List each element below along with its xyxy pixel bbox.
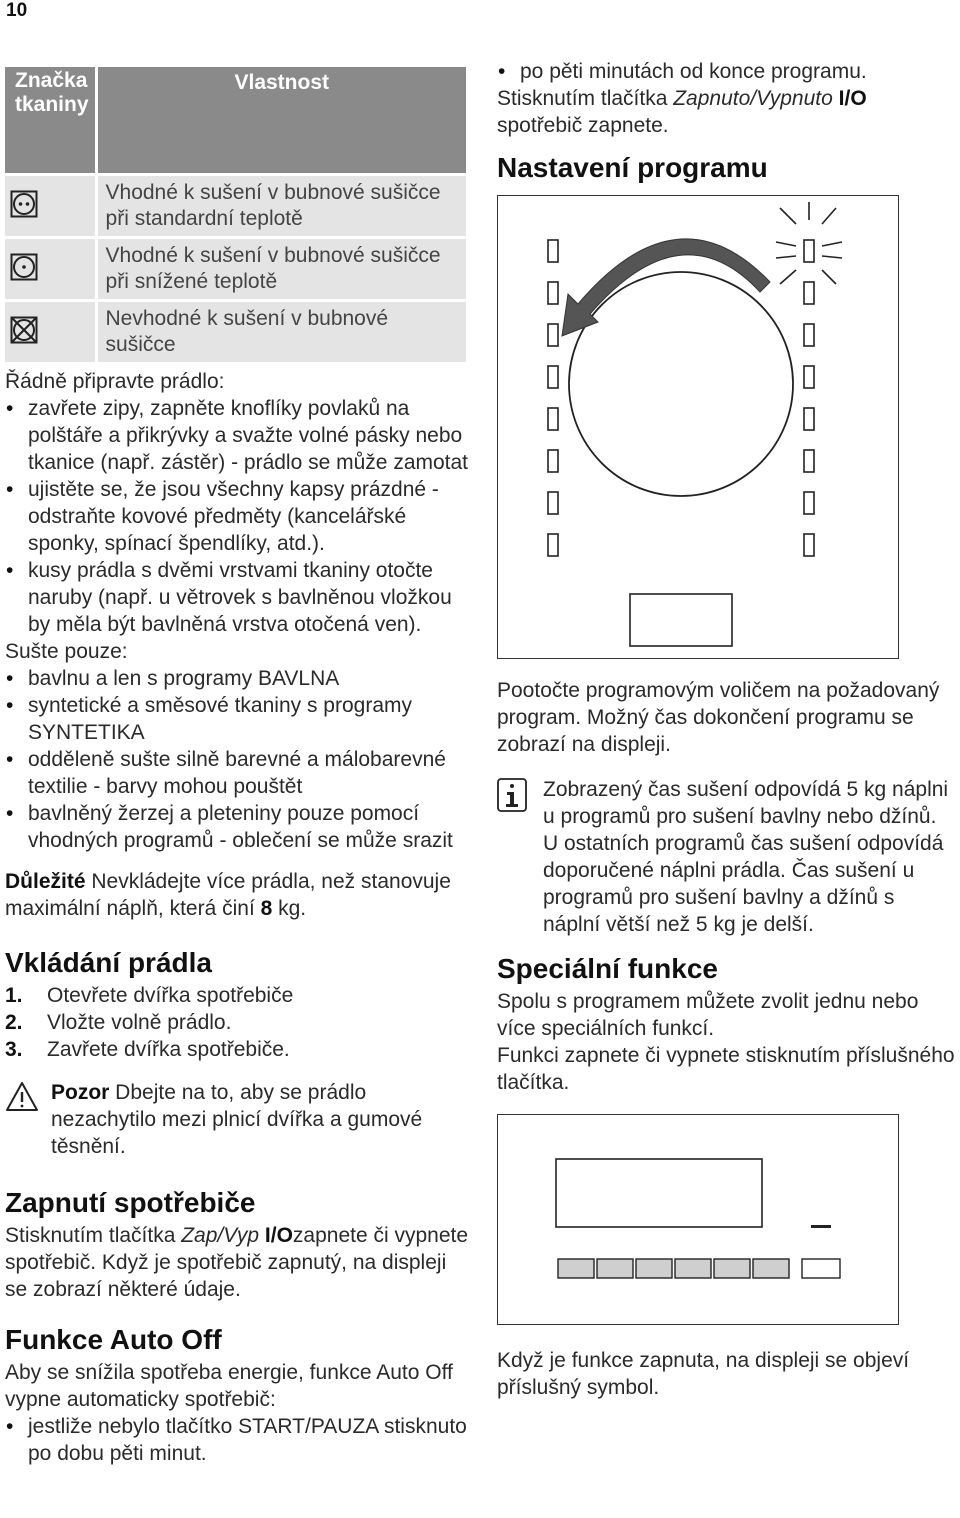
special-heading: Speciální funkce [497,953,718,984]
loading-steps [5,982,470,1063]
onoff-button-symbol: I/O [838,87,867,110]
list-item: 2. Vložte volně prádlo. [5,1011,232,1034]
table-row [5,173,466,236]
special-text-1: Spolu s programem můžete zvolit jednu nebo více speciálních funkcí. [497,990,919,1040]
table-cell-text: Nevhodné k sušení v bubnové sušičce [98,299,466,362]
onoff-button-name: Zapnuto/Vypnuto [673,87,833,110]
table-row [5,299,466,362]
list-item: • bavlněný žerzej a pleteniny pouze pomocí vhodných programů - oblečení se může srazit [5,800,470,854]
power-button-name: Zap/Vyp [181,1224,260,1247]
power-button-symbol: I/O [264,1224,293,1247]
auto-off-tail: Stisknutím tlačítka Zapnuto/Vypnuto I/O spotřebič zapnete. [497,87,867,137]
auto-off-text: Aby se snížila spotřeba energie, funkce Auto Off vypne automaticky spotřebič: [5,1361,453,1411]
table-cell-text: Vhodné k sušení v bubnové sušičce při snížené teplotě [98,236,466,299]
prep-list [5,395,470,638]
control-panel-illustration [498,1115,898,1324]
important-label: Důležité [5,870,86,893]
important-text-2: kg. [272,897,307,920]
list-item: • ujistěte se, že jsou všechny kapsy prázdné - odstraňte kovové předměty (kancelářské sponky, spínací špendlíky, atd.). [5,476,470,557]
control-panel-diagram [497,1114,899,1325]
caution-label: Pozor [51,1081,110,1104]
power-on-heading: Zapnutí spotřebiče [5,1187,256,1218]
power-on-text: Stisknutím tlačítka Zap/Vyp I/Ozapnete či vypnete spotřebič. Když je spotřebič zapnutý, na displeji se zobrazí některé údaje. [5,1224,469,1301]
table-cell-text: Vhodné k sušení v bubnové sušičce při standardní teplotě [98,173,466,236]
list-item: • syntetické a směsové tkaniny s programy SYNTETIKA [5,692,470,746]
tumble-dry-normal-icon [10,190,38,218]
important-text-1: Nevkládejte více prádla, než stanovuje maximální náplň, která činí [5,870,451,920]
info-text: Zobrazený čas sušení odpovídá 5 kg náplni u programů pro sušení bavlny nebo džínů. U ostatních programů čas sušení odpovídá doporučené náplni prádla. Čas sušení u programů pro sušení bavlny a džínů s náplní větší než 5 kg je delší. [543,778,949,936]
list-item: • kusy prádla s dvěmi vrstvami tkaniny otočte naruby (např. u větrovek s bavlněnou vložkou by měla být bavlněná vrstva otočená ven). [5,557,470,638]
prep-intro: Řádně připravte prádlo: [5,370,225,393]
do-not-tumble-dry-icon [10,316,38,344]
table-header-symbol: Značka tkaniny [5,67,98,173]
list-item: 3. Zavřete dvířka spotřebiče. [5,1038,290,1061]
warning-triangle-icon [5,1081,39,1113]
important-note [5,868,470,922]
list-item: • bavlnu a len s programy BAVLNA [5,665,470,692]
list-item: • odděleně sušte silně barevné a málobarevné textilie - barvy mohou pouštět [5,746,470,800]
loading-heading: Vkládání prádla [5,947,212,978]
symbol-table [5,67,466,362]
list-item: • jestliže nebylo tlačítko START/PAUZA stisknuto po dobu pěti minut. [5,1413,470,1467]
caution-text: Dbejte na to, aby se prádlo nezachytilo mezi plnicí dvířka a gumové těsnění. [51,1081,423,1158]
caution-note [5,1079,470,1160]
dry-only-list [5,665,470,854]
auto-off-heading: Funkce Auto Off [5,1324,222,1355]
dry-only-intro: Sušte pouze: [5,640,128,663]
info-icon [497,778,527,812]
info-note [497,776,957,938]
program-selector-diagram [497,195,899,659]
auto-off-list [5,1413,470,1467]
list-item: • po pěti minutách od konce programu. [497,58,957,85]
auto-off-list-continued [497,58,957,85]
tumble-dry-low-icon [10,253,38,281]
right-column [497,58,957,1401]
program-dial-illustration [498,196,898,658]
special-text-3: Když je funkce zapnuta, na displeji se objeví příslušný symbol. [497,1349,910,1399]
left-column [5,67,470,1467]
table-header-property: Vlastnost [234,71,330,94]
special-text-2: Funkci zapnete či vypnete stisknutím příslušného tlačítka. [497,1044,955,1094]
table-row [5,236,466,299]
page-number: 10 [6,0,28,21]
program-text: Pootočte programovým voličem na požadovaný program. Možný čas dokončení programu se zobrazí na displeji. [497,679,940,756]
list-item: • zavřete zipy, zapněte knoflíky povlaků na polštáře a přikrývky a svažte volné pásky nebo tkanice (např. zástěr) - prádlo se může zamotat [5,395,470,476]
list-item: 1. Otevřete dvířka spotřebiče [5,984,294,1007]
program-heading: Nastavení programu [497,152,768,183]
max-load-value: 8 [260,897,273,920]
